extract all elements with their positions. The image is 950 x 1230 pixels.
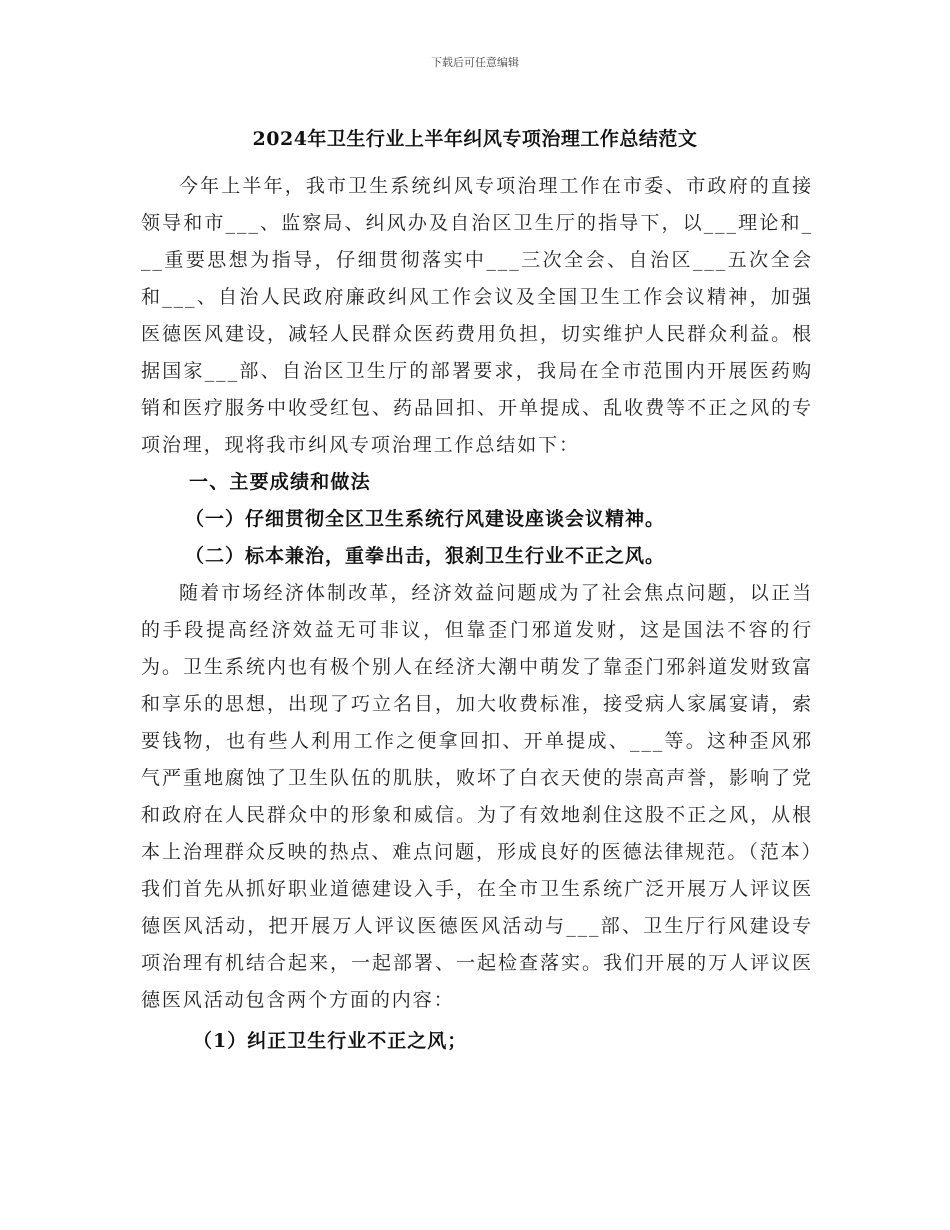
document-title: 2024年卫生行业上半年纠风专项治理工作总结范文 (252, 128, 698, 150)
document-body (141, 168, 813, 1060)
item-heading-1: （1）纠正卫生行业不正之风； (193, 1030, 468, 1052)
subsection-heading-1: （一）仔细贯彻全区卫生系统行风建设座谈会议精神。 (185, 508, 666, 530)
body-paragraph: 随着市场经济体制改革，经济效益问题成为了社会焦点问题，以正当的手段提高经济效益无可非议，但靠歪门邪道发财，这是国法不容的行为。卫生系统内也有极个别人在经济大潮中萌发了靠歪门邪斜道发财致富和享乐的思想，出现了巧立名目，加大收费标准，接受病人家属宴请，索要钱物，也有些人利用工作之便拿回扣、开单提成、___等。这种歪风邪气严重地腐蚀了卫生队伍的肌肤，败坏了白衣天使的崇高声誉，影响了党和政府在人民群众中的形象和威信。为了有效地刹住这股不正之风，从根本上治理群众反映的热点、难点问题，形成良好的医德法律规范。（范本）我们首先从抓好职业道德建设入手，在全市卫生系统广泛开展万人评议医德医风活动，把开展万人评议医德医风活动与___部、卫生厅行风建设专项治理有机结合起来，一起部署、一起检查落实。我们开展的万人评议医德医风活动包含两个方面的内容： (141, 582, 813, 1011)
intro-paragraph: 今年上半年，我市卫生系统纠风专项治理工作在市委、市政府的直接领导和市___、监察局、纠风办及自治区卫生厅的指导下，以___理论和___重要思想为指导，仔细贯彻落实中___三次全会、自治区___五次全会和___、自治人民政府廉政纠风工作会议及全国卫生工作会议精神，加强医德医风建设，减轻人民群众医药费用负担，切实维护人民群众利益。根据国家___部、自治区卫生厅的部署要求，我局在全市范围内开展医药购销和医疗服务中收受红包、药品回扣、开单提成、乱收费等不正之风的专项治理，现将我市纠风专项治理工作总结如下： (141, 175, 813, 456)
section-heading-1: 一、主要成绩和做法 (189, 471, 371, 493)
header-note: 下载后可任意编辑 (431, 56, 519, 69)
subsection-heading-2: （二）标本兼治，重拳出击，狠刹卫生行业不正之风。 (185, 545, 666, 567)
